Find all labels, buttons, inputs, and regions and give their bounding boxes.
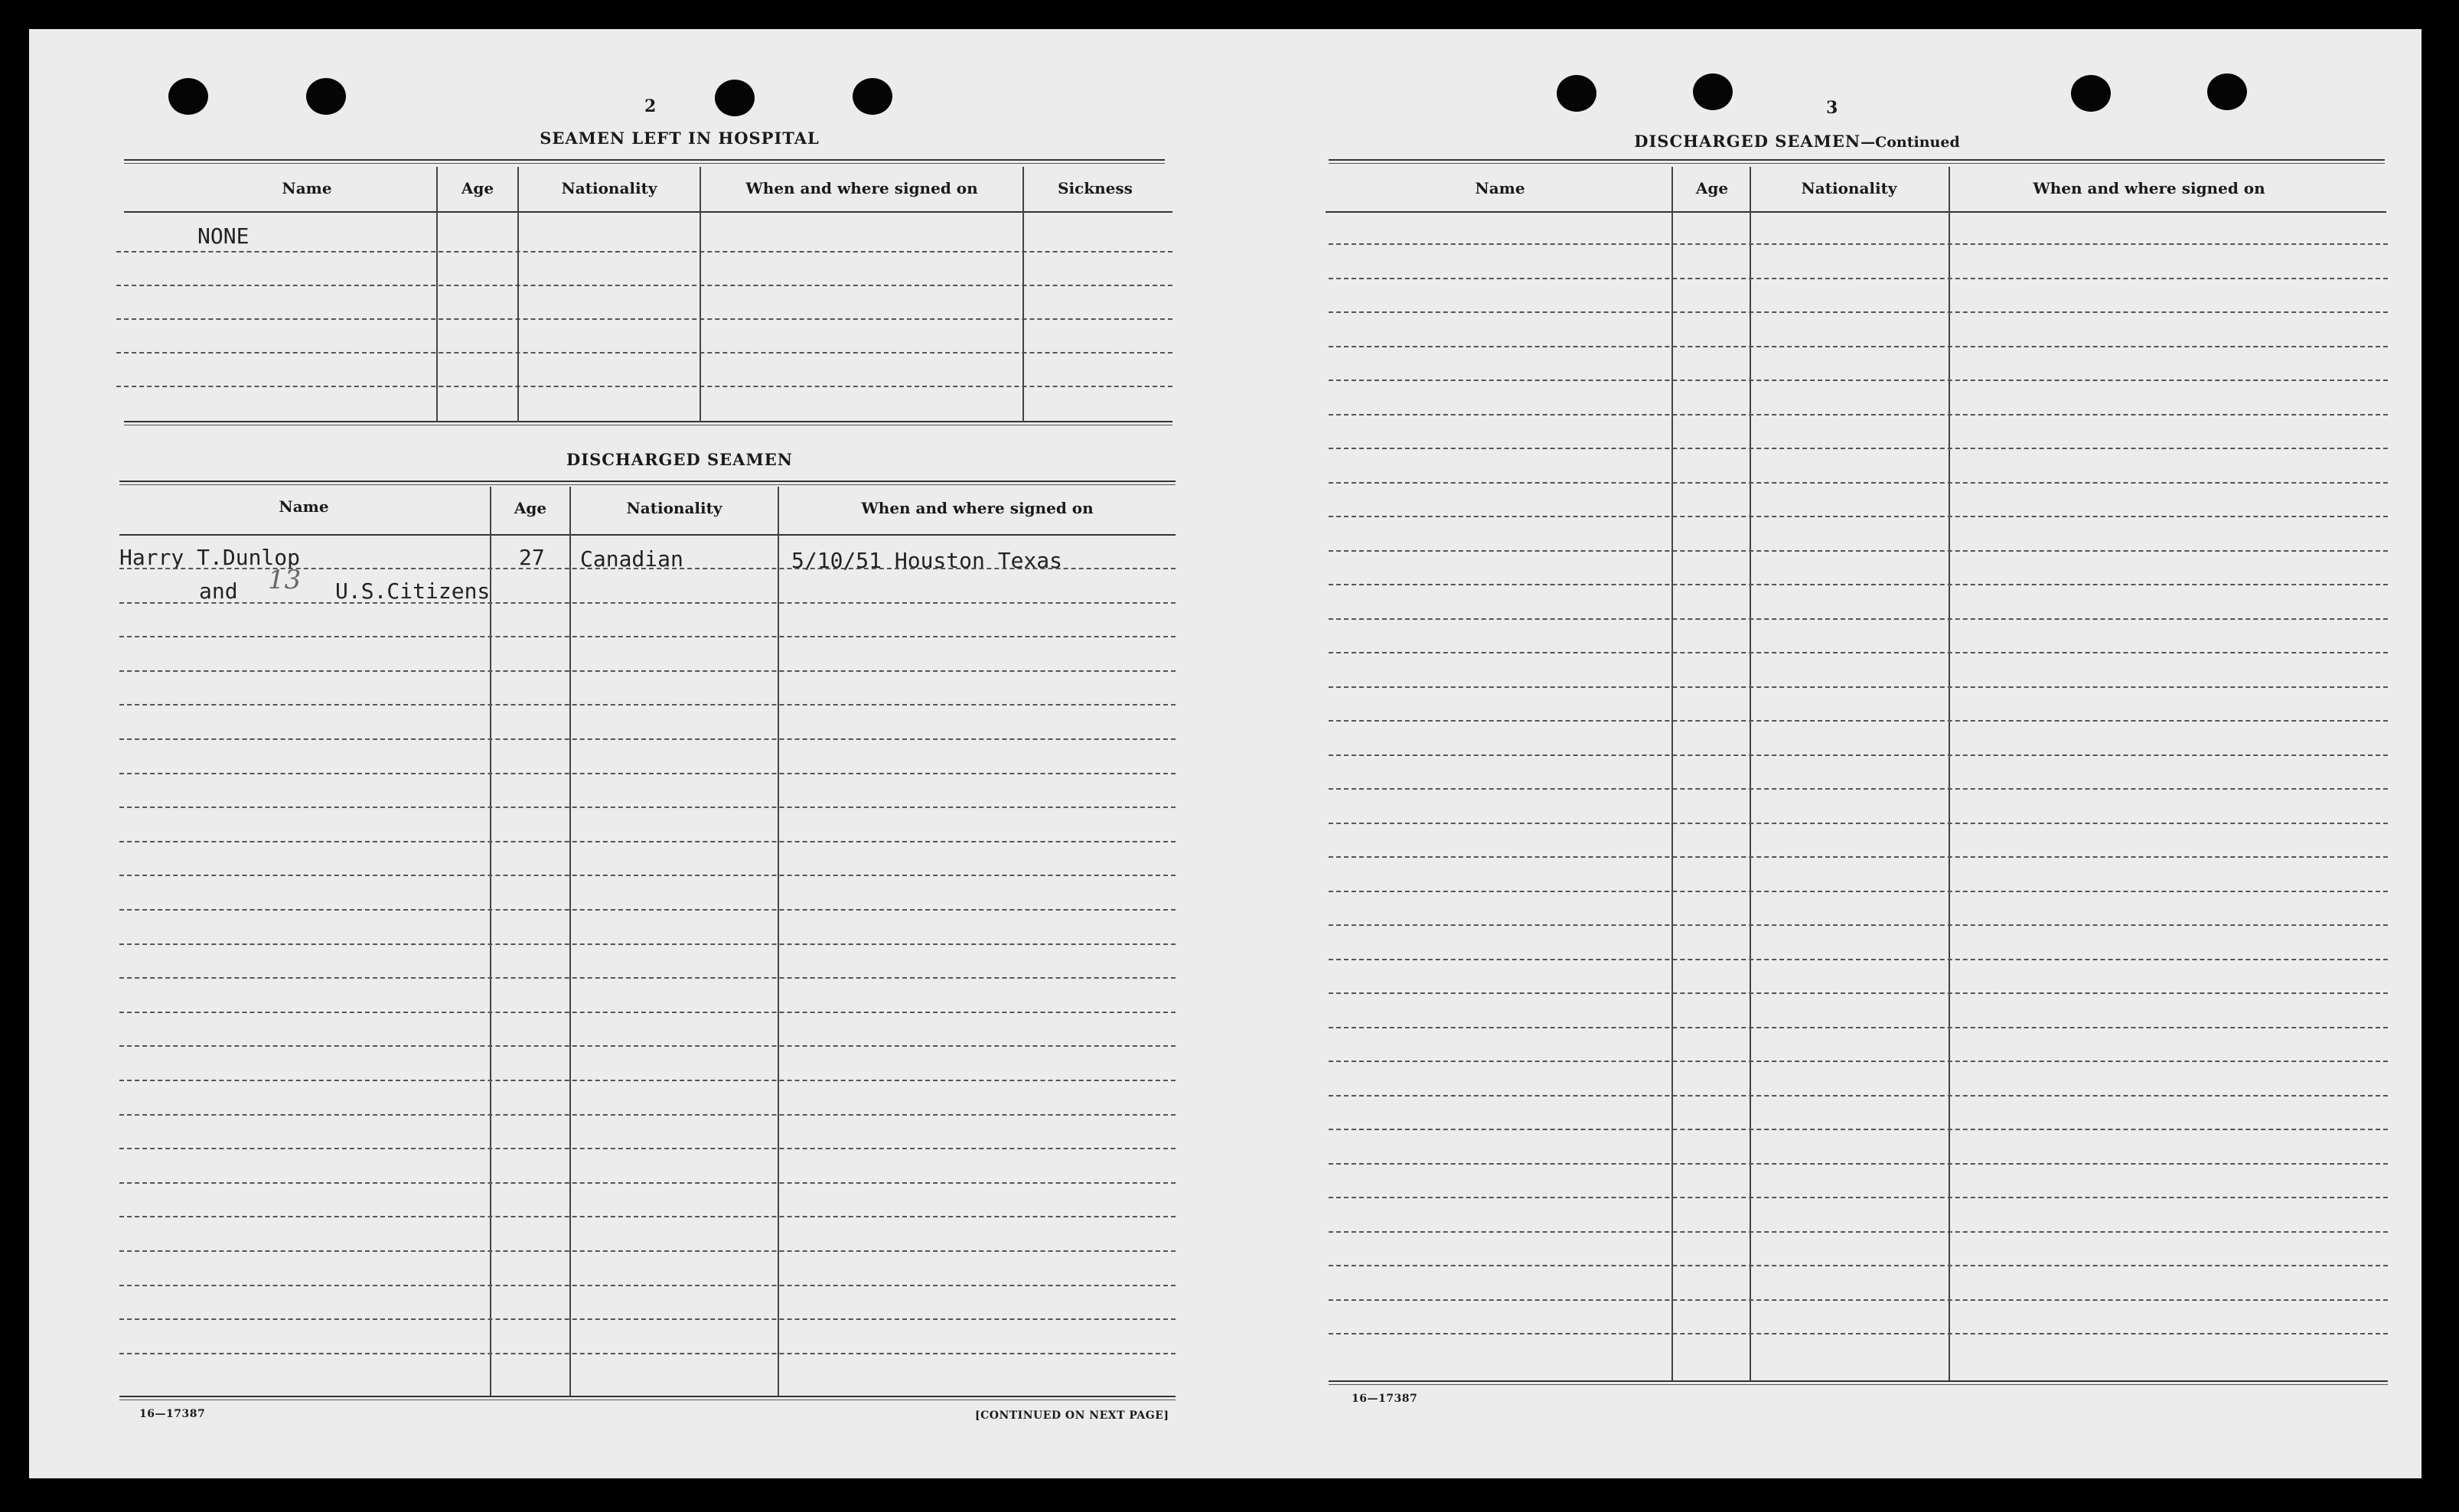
row-rule xyxy=(1329,1061,2388,1062)
right-header-signed-on: When and where signed on xyxy=(2033,179,2265,197)
row-rule xyxy=(1329,482,2388,484)
row-rule xyxy=(1329,516,2388,517)
seaman-name: Harry T.Dunlop xyxy=(119,545,301,570)
row-rule xyxy=(119,1148,1176,1149)
row-rule xyxy=(119,602,1176,604)
row-rule xyxy=(119,738,1176,740)
row-rule xyxy=(119,1216,1176,1217)
continued-note: [CONTINUED ON NEXT PAGE] xyxy=(975,1409,1169,1422)
right-bottom-rule xyxy=(1329,1380,2388,1385)
right-header-nationality: Nationality xyxy=(1801,179,1897,197)
row-rule xyxy=(116,318,1172,320)
row-rule xyxy=(1329,1095,2388,1097)
row-rule xyxy=(116,285,1172,286)
handwritten-count: 13 xyxy=(268,565,302,595)
form-number-left: 16—17387 xyxy=(139,1408,206,1420)
row-rule xyxy=(1329,1265,2388,1266)
right-header-age: Age xyxy=(1695,179,1729,197)
seaman-signed-on: 5/10/51 Houston Texas xyxy=(791,548,1063,573)
row-rule xyxy=(1329,754,2388,756)
seaman-age: 27 xyxy=(519,545,545,570)
row-rule xyxy=(1329,346,2388,347)
continued-title-text: DISCHARGED SEAMEN xyxy=(1634,132,1861,151)
page-number-left: 2 xyxy=(644,96,657,116)
continued-title-suffix: —Continued xyxy=(1861,134,1960,151)
row-rule xyxy=(1329,278,2388,279)
discharged-title: DISCHARGED SEAMEN xyxy=(566,450,793,469)
row-rule xyxy=(119,1285,1176,1286)
hospital-top-rule xyxy=(124,159,1165,164)
continued-title xyxy=(1590,132,2004,151)
punch-hole xyxy=(168,78,208,115)
row-rule xyxy=(1329,891,2388,892)
row-rule xyxy=(1329,856,2388,858)
discharged-top-rule xyxy=(119,481,1176,485)
row-rule xyxy=(1329,823,2388,824)
row-rule xyxy=(1329,924,2388,926)
row-rule xyxy=(119,636,1176,637)
row-rule xyxy=(119,670,1176,672)
right-header-name: Name xyxy=(1475,179,1525,197)
row-rule xyxy=(119,1045,1176,1047)
row-rule xyxy=(119,841,1176,842)
row-rule xyxy=(1329,992,2388,994)
hospital-header-rule xyxy=(124,211,1172,213)
form-number-right: 16—17387 xyxy=(1352,1393,1418,1405)
punch-hole xyxy=(853,78,892,115)
row-rule xyxy=(1329,1333,2388,1334)
row-rule xyxy=(1329,788,2388,790)
col-divider xyxy=(700,167,701,422)
form-sheet xyxy=(29,29,2421,1478)
discharged-header-rule xyxy=(119,534,1176,536)
row-rule xyxy=(1329,1163,2388,1165)
col-divider xyxy=(1750,167,1751,1382)
hospital-header-age: Age xyxy=(461,179,494,197)
row-rule xyxy=(1329,720,2388,722)
row-rule xyxy=(119,977,1176,979)
row-rule xyxy=(1329,618,2388,620)
row-rule xyxy=(1329,584,2388,585)
seaman-nationality: Canadian xyxy=(580,546,683,572)
hospital-bottom-rule xyxy=(124,421,1172,425)
col-divider xyxy=(517,167,519,422)
discharged-header-nationality: Nationality xyxy=(626,499,722,517)
citizens-suffix: U.S.Citizens xyxy=(335,578,491,604)
punch-hole xyxy=(1693,73,1733,110)
row-rule xyxy=(119,773,1176,774)
row-rule xyxy=(1329,414,2388,415)
row-rule xyxy=(116,251,1172,253)
row-rule xyxy=(1329,959,2388,960)
row-rule xyxy=(1329,448,2388,449)
col-divider xyxy=(436,167,438,422)
col-divider xyxy=(1671,167,1673,1382)
col-divider xyxy=(778,487,779,1396)
row-rule xyxy=(119,943,1176,945)
discharged-header-name: Name xyxy=(279,497,329,516)
row-rule xyxy=(1329,550,2388,552)
row-rule xyxy=(119,1353,1176,1354)
row-rule xyxy=(1329,1299,2388,1301)
punch-hole xyxy=(2071,75,2111,112)
col-divider xyxy=(1022,167,1024,422)
row-rule xyxy=(119,1182,1176,1184)
punch-hole xyxy=(306,78,346,115)
col-divider xyxy=(1949,167,1950,1382)
row-rule xyxy=(119,704,1176,705)
hospital-title: SEAMEN LEFT IN HOSPITAL xyxy=(540,129,820,148)
discharged-header-signed-on: When and where signed on xyxy=(861,499,1094,517)
row-rule xyxy=(1329,1231,2388,1233)
hospital-entry-none: NONE xyxy=(197,223,249,249)
hospital-header-name: Name xyxy=(282,179,332,197)
punch-hole xyxy=(2207,73,2247,110)
page-number-right: 3 xyxy=(1826,98,1838,118)
discharged-bottom-rule xyxy=(119,1396,1176,1400)
row-rule xyxy=(1329,686,2388,688)
row-rule xyxy=(119,1318,1176,1320)
row-rule xyxy=(119,1250,1176,1252)
right-header-rule xyxy=(1326,211,2386,213)
row-rule xyxy=(116,386,1172,387)
hospital-header-sickness: Sickness xyxy=(1058,179,1133,197)
row-rule xyxy=(1329,1197,2388,1198)
punch-hole xyxy=(715,80,755,116)
row-rule xyxy=(119,1080,1176,1081)
row-rule xyxy=(119,909,1176,911)
citizens-prefix: and xyxy=(199,578,238,604)
right-top-rule xyxy=(1329,159,2385,164)
row-rule xyxy=(119,875,1176,876)
row-rule xyxy=(1329,1129,2388,1130)
row-rule xyxy=(1329,243,2388,245)
col-divider xyxy=(490,487,491,1396)
row-rule xyxy=(116,352,1172,354)
row-rule xyxy=(1329,652,2388,653)
row-rule xyxy=(1329,311,2388,313)
discharged-header-age: Age xyxy=(514,499,547,517)
hospital-header-signed-on: When and where signed on xyxy=(745,179,978,197)
row-rule xyxy=(1329,380,2388,381)
punch-hole xyxy=(1557,75,1596,112)
row-rule xyxy=(119,1012,1176,1013)
hospital-header-nationality: Nationality xyxy=(561,179,657,197)
row-rule xyxy=(119,807,1176,808)
row-rule xyxy=(119,568,1176,569)
row-rule xyxy=(1329,1027,2388,1028)
row-rule xyxy=(119,1114,1176,1116)
col-divider xyxy=(569,487,571,1396)
